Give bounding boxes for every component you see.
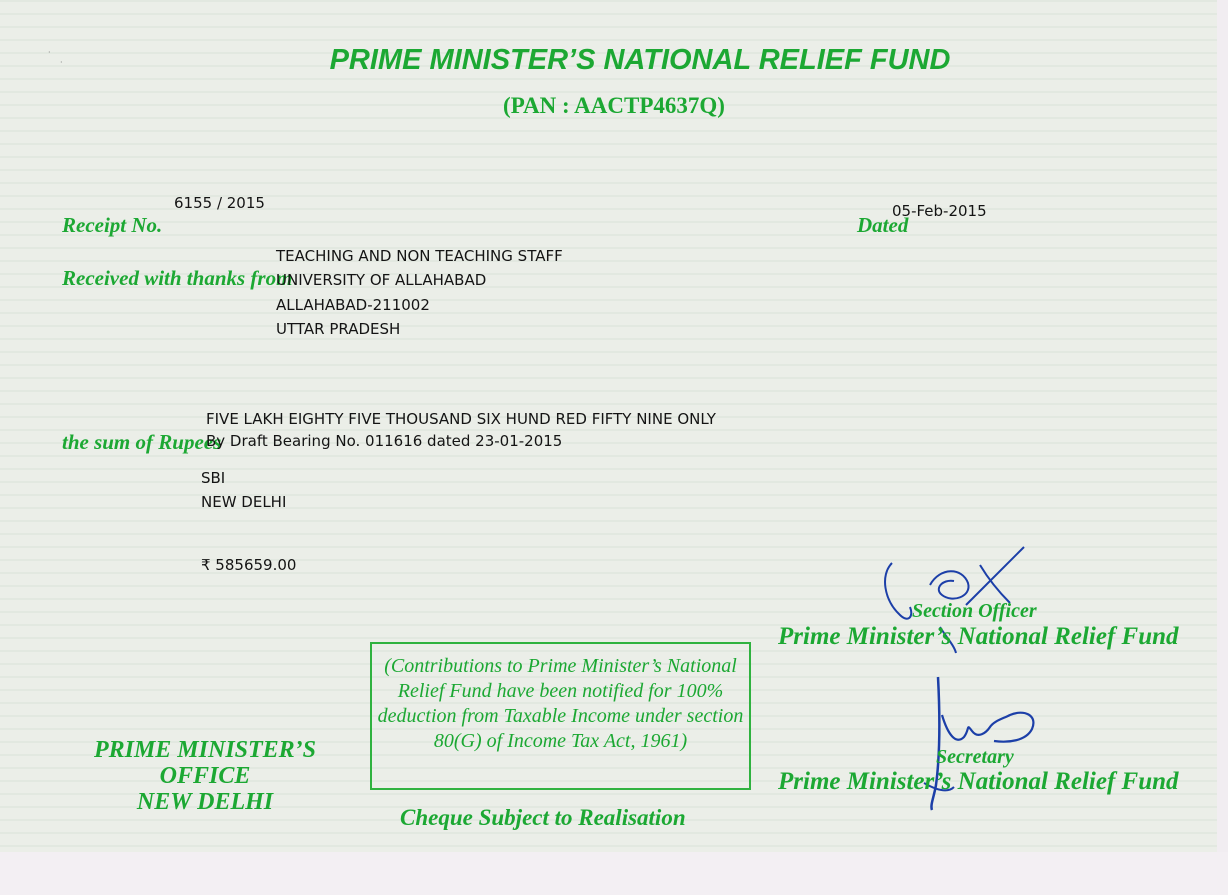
- section-officer-title: Section Officer: [912, 600, 1037, 622]
- tax-deduction-note: [370, 642, 751, 790]
- office-line: PRIME MINISTER’S OFFICE: [93, 737, 317, 789]
- office-city: NEW DELHI: [136, 789, 274, 815]
- bank-line: NEW DELHI: [201, 493, 287, 511]
- amount-figure: ₹ 585659.00: [201, 556, 297, 574]
- date-value: 05-Feb-2015: [892, 202, 987, 220]
- donor-line: UNIVERSITY OF ALLAHABAD: [276, 271, 487, 289]
- scan-speck: ·: [48, 48, 51, 57]
- received-from-label: Received with thanks from: [62, 266, 293, 290]
- bank-line: SBI: [201, 469, 226, 487]
- page-margin: [0, 852, 1228, 895]
- donor-line: TEACHING AND NON TEACHING STAFF: [276, 247, 563, 265]
- scan-speck: ·: [60, 58, 63, 67]
- document-title: PRIME MINISTER’S NATIONAL RELIEF FUND: [329, 44, 951, 76]
- tax-deduction-note-text: (Contributions to Prime Minister’s National Relief Fund have been notified for 100% deduction from Taxable Income under section 80(G) of Income Tax Act, 1961): [377, 655, 744, 752]
- donor-line: ALLAHABAD-211002: [276, 296, 430, 314]
- fund-name-line: Prime Minister’s National Relief Fund: [778, 623, 1179, 650]
- issuing-office: [60, 737, 350, 815]
- sum-of-rupees-label: the sum of Rupees: [62, 430, 222, 454]
- dated-label: Dated: [857, 213, 909, 237]
- donor-line: UTTAR PRADESH: [276, 320, 401, 338]
- receipt-number-value: 6155 / 2015: [174, 194, 265, 212]
- amount-in-words: FIVE LAKH EIGHTY FIVE THOUSAND SIX HUND RED FIFTY NINE ONLY: [206, 410, 716, 428]
- secretary-title: Secretary: [936, 746, 1014, 768]
- fund-name-line: Prime Minister’s National Relief Fund: [778, 768, 1179, 795]
- cheque-realisation-notice: Cheque Subject to Realisation: [400, 805, 686, 830]
- pan-number: (PAN : AACTP4637Q): [503, 93, 725, 118]
- receipt-number-label: Receipt No.: [62, 213, 163, 237]
- payment-details: By Draft Bearing No. 011616 dated 23-01-2015: [206, 432, 563, 450]
